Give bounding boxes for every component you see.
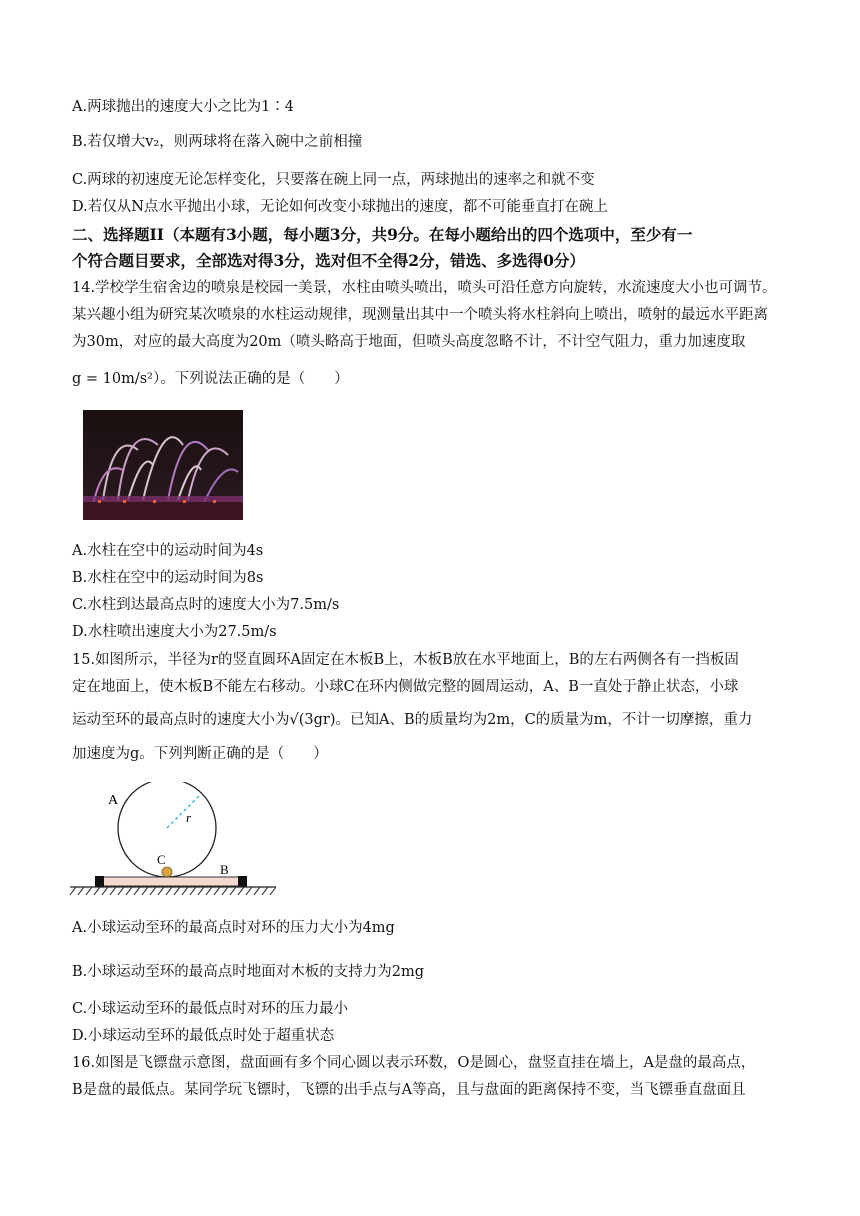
q14-stem-line-2: 某兴趣小组为研究某次喷泉的水柱运动规律，现测量出其中一个喷头将水柱斜向上喷出，喷射的最远水平距离 [72,307,768,323]
q13-option-b: B.若仅增大v₂，则两球将在落入碗中之前相撞 [72,134,363,150]
section-header-line-2: 个符合题目要求，全部选对得3分，选对但不全得2分，错选、多选得0分） [72,251,585,270]
q14-stem-line-3: 为30m，对应的最大高度为20m（喷头略高于地面，但喷头高度忽略不计，不计空气阻力，重力加速度取 [72,334,746,350]
q15-stem-line-2: 定在地面上，使木板B不能左右移动。小球C在环内侧做完整的圆周运动，A、B一直处于静止状态，小球 [72,679,739,695]
q15-stem-line-4: 加速度为g。下列判断正确的是（ ） [72,746,328,762]
section-header-line-1: 二、选择题II（本题有3小题，每小题3分，共9分。在每小题给出的四个选项中，至少有一 [72,225,693,244]
q15-option-a: A.小球运动至环的最高点时对环的压力大小为4mg [72,920,395,936]
ball-c [162,867,172,877]
q14-option-a: A.水柱在空中的运动时间为4s [72,543,264,559]
q15-stem-line-3: 运动至环的最高点时的速度大小为√(3gr)。已知A、B的质量均为2m，C的质量为m，不计一切摩擦，重力 [72,712,753,728]
q14-stem-line-4: g = 10m/s²）。下列说法正确的是（ ） [72,371,349,387]
radius-line [167,794,201,828]
q14-option-b: B.水柱在空中的运动时间为8s [72,570,264,586]
label-a: A [108,793,119,808]
label-c: C [157,852,166,867]
q15-stem-line-1: 15.如图所示，半径为r的竖直圆环A固定在木板B上，木板B放在水平地面上，B的左右两侧各有一挡板固 [72,652,739,668]
label-r: r [186,810,192,825]
q14-option-d: D.水柱喷出速度大小为27.5m/s [72,624,277,640]
board-b [101,877,241,886]
stopper-right [238,876,247,887]
q15-option-d: D.小球运动至环的最低点时处于超重状态 [72,1028,335,1044]
stopper-left [95,876,104,887]
fountain-photo [83,410,243,520]
label-b: B [220,862,229,877]
q13-option-d: D.若仅从N点水平抛出小球，无论如何改变小球抛出的速度，都不可能垂直打在碗上 [72,199,608,215]
q16-stem-line-1: 16.如图是飞镖盘示意图，盘面画有多个同心圆以表示环数，O是圆心，盘竖直挂在墙上，A是盘的最高点， [72,1055,756,1071]
q16-stem-line-2: B是盘的最低点。某同学玩飞镖时，飞镖的出手点与A等高，且与盘面的距离保持不变，当飞镖垂直盘面且 [72,1082,746,1098]
q14-stem-line-1: 14.学校学生宿舍边的喷泉是校园一美景，水柱由喷头喷出，喷头可沿任意方向旋转，水流速度大小也可调节。 [72,280,777,296]
q13-option-c: C.两球的初速度无论怎样变化，只要落在碗上同一点，两球抛出的速率之和就不变 [72,172,595,188]
q13-option-a: A.两球抛出的速度大小之比为1∶4 [72,99,295,115]
q15-option-c: C.小球运动至环的最低点时对环的压力最小 [72,1001,349,1017]
q15-option-b: B.小球运动至环的最高点时地面对木板的支持力为2mg [72,964,425,980]
ring-board-figure [68,782,278,897]
q14-option-c: C.水柱到达最高点时的速度大小为7.5m/s [72,597,340,613]
ring-a [118,782,216,877]
